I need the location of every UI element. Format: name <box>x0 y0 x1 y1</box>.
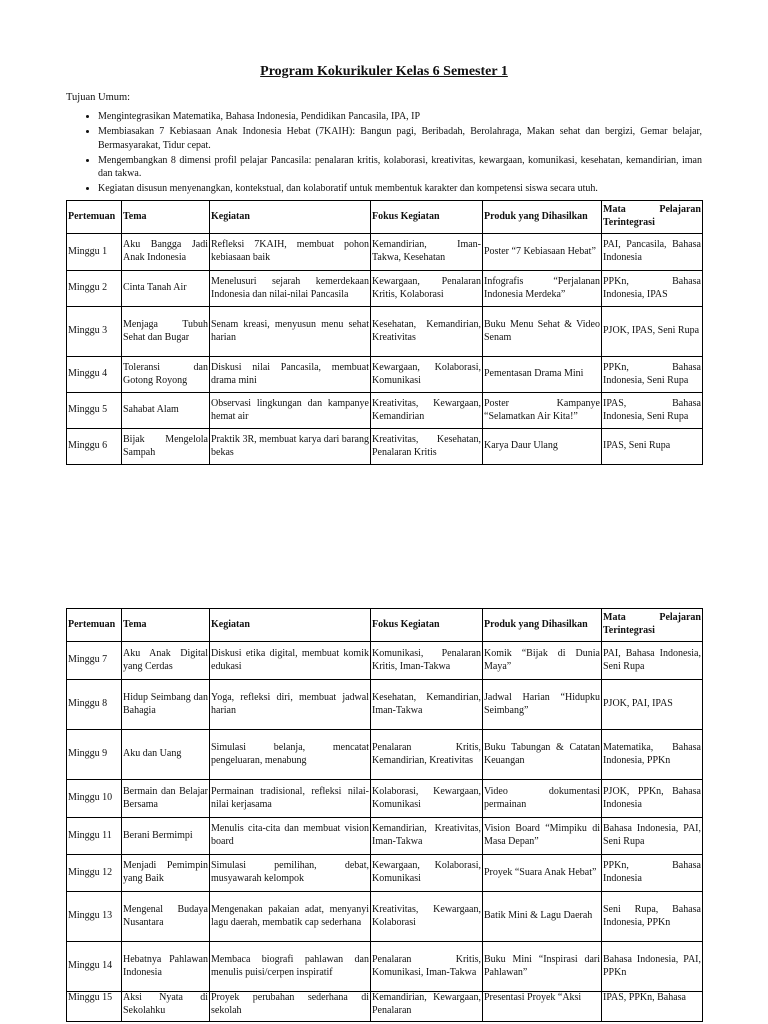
col-header: Fokus Kegiatan <box>371 201 483 234</box>
cell-week: Minggu 12 <box>67 855 122 892</box>
col-header: Tema <box>122 609 210 642</box>
goal-item: • Kegiatan disusun menyenangkan, kontekstual, dan kolaboratif untuk membentuk karakter dan kompetensi siswa secara utuh. <box>98 182 702 196</box>
cell-subjects: PPKn, Bahasa Indonesia <box>602 855 703 892</box>
cell-theme: Berani Bermimpi <box>122 818 210 855</box>
cell-activity: Proyek perubahan sederhana di sekolah <box>210 992 371 1022</box>
cell-product: Buku Mini “Inspirasi dari Pahlawan” <box>483 942 602 992</box>
cell-theme: Menjadi Pemimpin yang Baik <box>122 855 210 892</box>
cell-product: Karya Daur Ulang <box>483 429 602 465</box>
cell-focus: Kemandirian, Kreativitas, Iman-Takwa <box>371 818 483 855</box>
schedule-table-part-2 <box>66 608 703 1022</box>
cell-activity: Mengenakan pakaian adat, menyanyi lagu daerah, membatik cap sederhana <box>210 892 371 942</box>
cell-product: Jadwal Harian “Hidupku Seimbang” <box>483 680 602 730</box>
cell-subjects: PJOK, PPKn, Bahasa Indonesia <box>602 780 703 818</box>
table-row <box>67 642 703 680</box>
cell-subjects: Seni Rupa, Bahasa Indonesia, PPKn <box>602 892 703 942</box>
cell-activity: Observasi lingkungan dan kampanye hemat air <box>210 393 371 429</box>
table-row <box>67 730 703 780</box>
col-header: Kegiatan <box>210 201 371 234</box>
cell-focus: Kewargaan, Kolaborasi, Komunikasi <box>371 855 483 892</box>
col-header: Tema <box>122 201 210 234</box>
cell-focus: Komunikasi, Penalaran Kritis, Iman-Takwa <box>371 642 483 680</box>
goal-item: • Mengintegrasikan Matematika, Bahasa Indonesia, Pendidikan Pancasila, IPA, IP <box>98 110 702 124</box>
cell-product: Infografis “Perjalanan Indonesia Merdeka” <box>483 271 602 307</box>
cell-focus: Penalaran Kritis, Kemandirian, Kreativitas <box>371 730 483 780</box>
cell-focus: Kolaborasi, Kewargaan, Komunikasi <box>371 780 483 818</box>
cell-week: Minggu 15 <box>67 992 122 1022</box>
table-row <box>67 357 703 393</box>
cell-week: Minggu 1 <box>67 234 122 271</box>
cell-subjects: IPAS, Bahasa Indonesia, Seni Rupa <box>602 393 703 429</box>
cell-week: Minggu 11 <box>67 818 122 855</box>
cell-product: Batik Mini & Lagu Daerah <box>483 892 602 942</box>
table-row <box>67 307 703 357</box>
cell-focus: Kreativitas, Kewargaan, Kolaborasi <box>371 892 483 942</box>
col-header: Produk yang Dihasilkan <box>483 201 602 234</box>
cell-week: Minggu 9 <box>67 730 122 780</box>
cell-subjects: Bahasa Indonesia, PAI, Seni Rupa <box>602 818 703 855</box>
cell-subjects: PPKn, Bahasa Indonesia, Seni Rupa <box>602 357 703 393</box>
cell-focus: Kreativitas, Kesehatan, Penalaran Kritis <box>371 429 483 465</box>
cell-activity: Senam kreasi, menyusun menu sehat harian <box>210 307 371 357</box>
col-header: Mata Pelajaran Terintegrasi <box>602 609 703 642</box>
cell-theme: Aku Anak Digital yang Cerdas <box>122 642 210 680</box>
cell-product: Buku Menu Sehat & Video Senam <box>483 307 602 357</box>
goal-item: • Mengembangkan 8 dimensi profil pelajar Pancasila: penalaran kritis, kolaborasi, kreativitas, kewargaan, komunikasi, kesehatan, kemandirian, iman dan takwa. <box>98 154 702 181</box>
table-row <box>67 818 703 855</box>
goal-item: • Membiasakan 7 Kebiasaan Anak Indonesia Hebat (7KAIH): Bangun pagi, Beribadah, Berolahraga, Makan sehat dan bergizi, Gemar belajar, Bermasyarakat, Tidur cepat. <box>98 125 702 152</box>
cell-activity: Diskusi nilai Pancasila, membuat drama mini <box>210 357 371 393</box>
cell-focus: Penalaran Kritis, Komunikasi, Iman-Takwa <box>371 942 483 992</box>
cell-product: Vision Board “Mimpiku di Masa Depan” <box>483 818 602 855</box>
cell-product: Poster Kampanye “Selamatkan Air Kita!” <box>483 393 602 429</box>
cell-week: Minggu 3 <box>67 307 122 357</box>
col-header: Kegiatan <box>210 609 371 642</box>
cell-activity: Membaca biografi pahlawan dan menulis puisi/cerpen inspiratif <box>210 942 371 992</box>
cell-subjects: PAI, Pancasila, Bahasa Indonesia <box>602 234 703 271</box>
table-row <box>67 429 703 465</box>
col-header: Pertemuan <box>67 609 122 642</box>
cell-subjects: IPAS, PPKn, Bahasa <box>602 992 703 1022</box>
cell-subjects: PJOK, IPAS, Seni Rupa <box>602 307 703 357</box>
cell-week: Minggu 6 <box>67 429 122 465</box>
cell-focus: Kesehatan, Kemandirian, Kreativitas <box>371 307 483 357</box>
cell-activity: Simulasi belanja, mencatat pengeluaran, menabung <box>210 730 371 780</box>
table-row <box>67 892 703 942</box>
cell-week: Minggu 8 <box>67 680 122 730</box>
cell-theme: Bijak Mengelola Sampah <box>122 429 210 465</box>
cell-focus: Kewargaan, Kolaborasi, Komunikasi <box>371 357 483 393</box>
cell-week: Minggu 13 <box>67 892 122 942</box>
cell-theme: Toleransi dan Gotong Royong <box>122 357 210 393</box>
table-row <box>67 393 703 429</box>
col-header: Fokus Kegiatan <box>371 609 483 642</box>
cell-activity: Menulis cita-cita dan membuat vision board <box>210 818 371 855</box>
page-title: Program Kokurikuler Kelas 6 Semester 1 <box>260 64 508 79</box>
cell-focus: Kreativitas, Kewargaan, Kemandirian <box>371 393 483 429</box>
cell-activity: Menelusuri sejarah kemerdekaan Indonesia dan nilai-nilai Pancasila <box>210 271 371 307</box>
cell-theme: Hidup Seimbang dan Bahagia <box>122 680 210 730</box>
cell-week: Minggu 2 <box>67 271 122 307</box>
schedule-table-part-1 <box>66 200 703 465</box>
col-header: Produk yang Dihasilkan <box>483 609 602 642</box>
table-row <box>67 680 703 730</box>
table-header-row <box>67 201 703 234</box>
cell-activity: Refleksi 7KAIH, membuat pohon kebiasaan baik <box>210 234 371 271</box>
col-header: Pertemuan <box>67 201 122 234</box>
table-row <box>67 234 703 271</box>
cell-week: Minggu 7 <box>67 642 122 680</box>
cell-subjects: Bahasa Indonesia, PAI, PPKn <box>602 942 703 992</box>
cell-activity: Simulasi pemilihan, debat, musyawarah kelompok <box>210 855 371 892</box>
table-row <box>67 855 703 892</box>
cell-subjects: Matematika, Bahasa Indonesia, PPKn <box>602 730 703 780</box>
cell-week: Minggu 4 <box>67 357 122 393</box>
cell-subjects: PJOK, PAI, IPAS <box>602 680 703 730</box>
cell-subjects: IPAS, Seni Rupa <box>602 429 703 465</box>
cell-theme: Aksi Nyata di Sekolahku <box>122 992 210 1022</box>
cell-theme: Menjaga Tubuh Sehat dan Bugar <box>122 307 210 357</box>
cell-theme: Aku dan Uang <box>122 730 210 780</box>
cell-product: Komik “Bijak di Dunia Maya” <box>483 642 602 680</box>
cell-product: Poster “7 Kebiasaan Hebat” <box>483 234 602 271</box>
cell-theme: Sahabat Alam <box>122 393 210 429</box>
cell-theme: Hebatnya Pahlawan Indonesia <box>122 942 210 992</box>
cell-activity: Diskusi etika digital, membuat komik edukasi <box>210 642 371 680</box>
cell-product: Buku Tabungan & Catatan Keuangan <box>483 730 602 780</box>
cell-product: Presentasi Proyek “Aksi <box>483 992 602 1022</box>
table-row <box>67 992 703 1022</box>
cell-focus: Kesehatan, Kemandirian, Iman-Takwa <box>371 680 483 730</box>
cell-theme: Cinta Tanah Air <box>122 271 210 307</box>
cell-activity: Yoga, refleksi diri, membuat jadwal harian <box>210 680 371 730</box>
cell-product: Video dokumentasi permainan <box>483 780 602 818</box>
cell-theme: Aku Bangga Jadi Anak Indonesia <box>122 234 210 271</box>
cell-subjects: PAI, Bahasa Indonesia, Seni Rupa <box>602 642 703 680</box>
cell-focus: Kemandirian, Kewargaan, Penalaran <box>371 992 483 1022</box>
col-header: Mata Pelajaran Terintegrasi <box>602 201 703 234</box>
cell-activity: Permainan tradisional, refleksi nilai-nilai kerjasama <box>210 780 371 818</box>
table-header-row <box>67 609 703 642</box>
cell-product: Pementasan Drama Mini <box>483 357 602 393</box>
cell-theme: Bermain dan Belajar Bersama <box>122 780 210 818</box>
table-row <box>67 942 703 992</box>
cell-week: Minggu 5 <box>67 393 122 429</box>
cell-focus: Kewargaan, Penalaran Kritis, Kolaborasi <box>371 271 483 307</box>
goal-list <box>66 110 702 197</box>
cell-subjects: PPKn, Bahasa Indonesia, IPAS <box>602 271 703 307</box>
cell-week: Minggu 10 <box>67 780 122 818</box>
table-row <box>67 780 703 818</box>
intro-label: Tujuan Umum: <box>66 92 131 103</box>
cell-product: Proyek “Suara Anak Hebat” <box>483 855 602 892</box>
cell-focus: Kemandirian, Iman-Takwa, Kesehatan <box>371 234 483 271</box>
cell-week: Minggu 14 <box>67 942 122 992</box>
cell-activity: Praktik 3R, membuat karya dari barang bekas <box>210 429 371 465</box>
table-row <box>67 271 703 307</box>
cell-theme: Mengenal Budaya Nusantara <box>122 892 210 942</box>
